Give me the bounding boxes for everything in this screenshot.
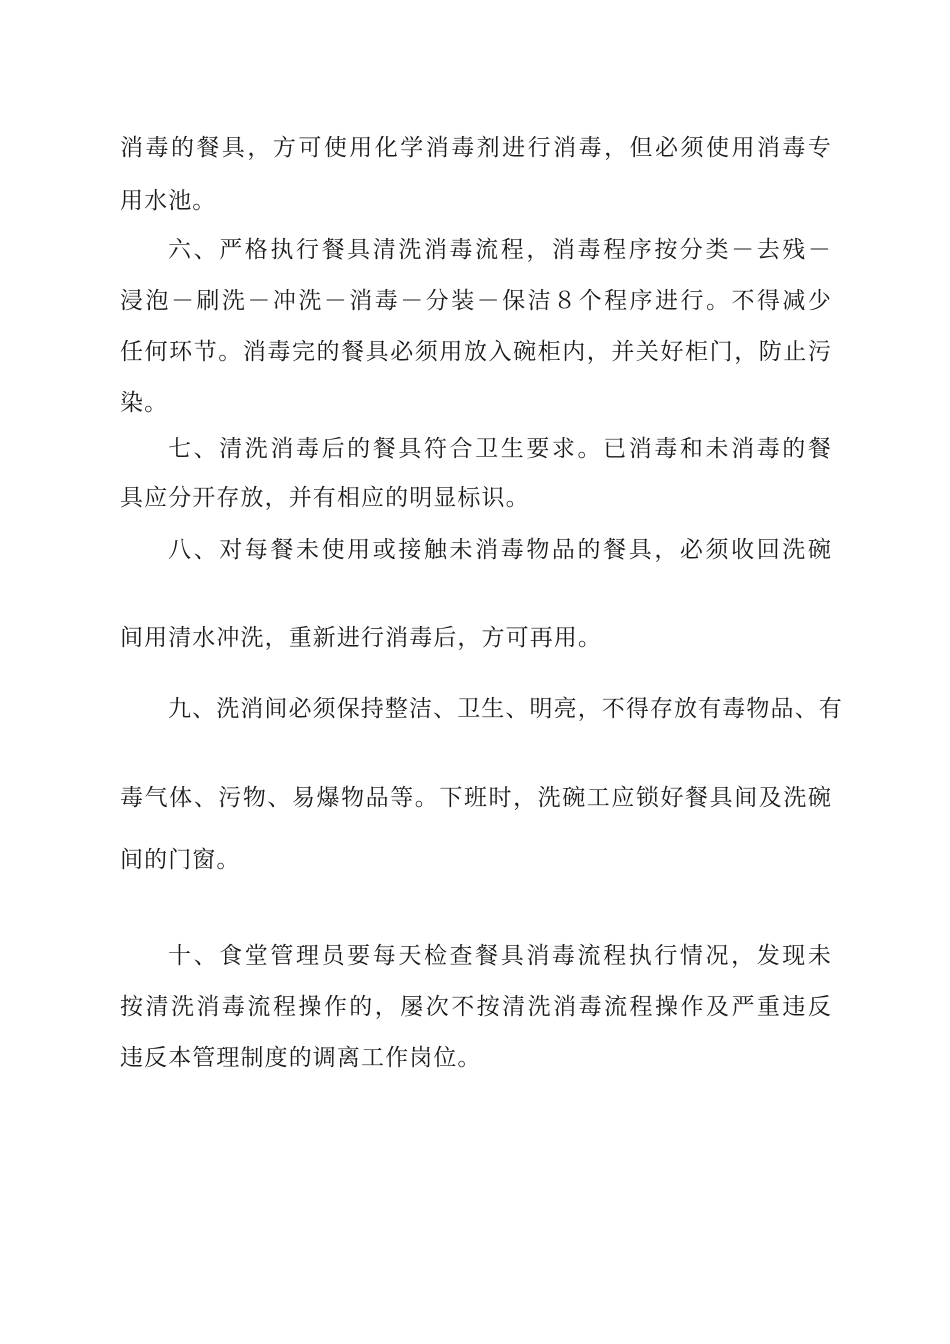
paragraph-10-line-1: 十、食堂管理员要每天检查餐具消毒流程执行情况，发现未 <box>168 943 832 969</box>
paragraph-6-line-3: 任何环节。消毒完的餐具必须用放入碗柜内，并关好柜门，防止污 <box>120 339 832 365</box>
paragraph-9-line-2: 毒气体、污物、易爆物品等。下班时，洗碗工应锁好餐具间及洗碗 <box>120 785 832 811</box>
paragraph-6-line-2: 浸泡－刷洗－冲洗－消毒－分装－保洁８个程序进行。不得减少 <box>120 288 832 314</box>
paragraph-7-line-2: 具应分开存放，并有相应的明显标识。 <box>120 485 530 511</box>
paragraph-8-line-1: 八、对每餐未使用或接触未消毒物品的餐具，必须收回洗碗 <box>168 537 832 563</box>
paragraph-7-line-1: 七、清洗消毒后的餐具符合卫生要求。已消毒和未消毒的餐 <box>168 436 832 462</box>
paragraph-10-line-2: 按清洗消毒流程操作的，屡次不按清洗消毒流程操作及严重违反 <box>120 994 832 1020</box>
paragraph-6-line-4: 染。 <box>120 390 169 416</box>
paragraph-8-line-2: 间用清水冲洗，重新进行消毒后，方可再用。 <box>120 625 602 651</box>
text-line-2: 用水池。 <box>120 188 217 214</box>
paragraph-10-line-3: 违反本管理制度的调离工作岗位。 <box>120 1045 482 1071</box>
paragraph-9-line-3: 间的门窗。 <box>120 847 241 873</box>
text-line-1: 消毒的餐具，方可使用化学消毒剂进行消毒，但必须使用消毒专 <box>120 135 832 161</box>
paragraph-9-line-1: 九、洗消间必须保持整洁、卫生、明亮，不得存放有毒物品、有 <box>168 696 843 722</box>
paragraph-6-line-1: 六、严格执行餐具清洗消毒流程，消毒程序按分类－去残－ <box>168 237 832 263</box>
